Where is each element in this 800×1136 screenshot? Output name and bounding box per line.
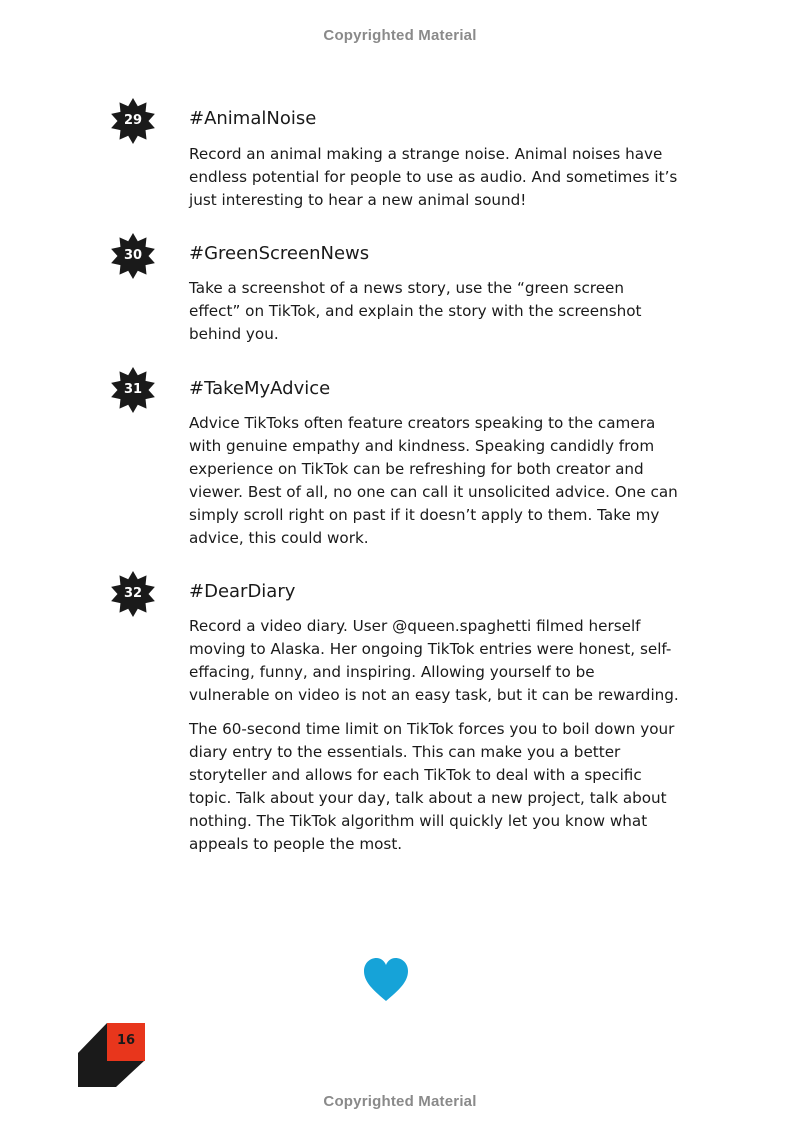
footer-copyright: Copyrighted Material bbox=[323, 1093, 477, 1110]
entry-paragraph: Advice TikToks often feature creators speaking to the camera with genuine empathy and kindness. Speaking candidly from experience on TikTok can be refreshing for both creator and viewer. Best of all, no one can call it unsolicited advice. One can simply scroll right on past if it doesn’t apply to them. Take my advice, this could work. bbox=[189, 414, 678, 547]
star-badge bbox=[109, 570, 157, 618]
entry-body bbox=[189, 143, 679, 212]
entry-number: 32 bbox=[123, 586, 143, 601]
entry-paragraph: Record a video diary. User @queen.spaghetti filmed herself moving to Alaska. Her ongoing TikTok entries were honest, self-effacing, funny, and inspiring. Allowing yourself to be vulnerable on video is not an easy task, but it can be rewarding. bbox=[189, 617, 679, 704]
entry-body bbox=[189, 615, 679, 856]
star-badge bbox=[109, 97, 157, 145]
entry-title: #TakeMyAdvice bbox=[189, 378, 331, 399]
entry-title: #DearDiary bbox=[189, 581, 296, 602]
entry-paragraph: Take a screenshot of a news story, use the “green screen effect” on TikTok, and explain the story with the screenshot behind you. bbox=[189, 279, 642, 343]
entry-number: 31 bbox=[123, 382, 143, 397]
entry-paragraph: The 60-second time limit on TikTok forces you to boil down your diary entry to the essentials. This can make you a better storyteller and allows for each TikTok to deal with a specific topic. Talk about your day, talk about a new project, talk about nothing. The TikTok algorithm will quickly let you know what appeals to people the most. bbox=[189, 720, 675, 853]
star-badge bbox=[109, 232, 157, 280]
page-number: 16 bbox=[116, 1033, 136, 1048]
heart-icon bbox=[363, 958, 409, 1002]
entry-title: #AnimalNoise bbox=[189, 108, 317, 129]
entry-title: #GreenScreenNews bbox=[189, 243, 370, 264]
entry-paragraph: Record an animal making a strange noise. Animal noises have endless potential for people to use as audio. And sometimes it’s just interesting to hear a new animal sound! bbox=[189, 145, 678, 209]
entry-number: 29 bbox=[123, 113, 143, 128]
entry-number: 30 bbox=[123, 248, 143, 263]
header-copyright: Copyrighted Material bbox=[323, 27, 477, 44]
star-badge bbox=[109, 366, 157, 414]
entry-body bbox=[189, 412, 679, 550]
entry-body bbox=[189, 277, 679, 346]
